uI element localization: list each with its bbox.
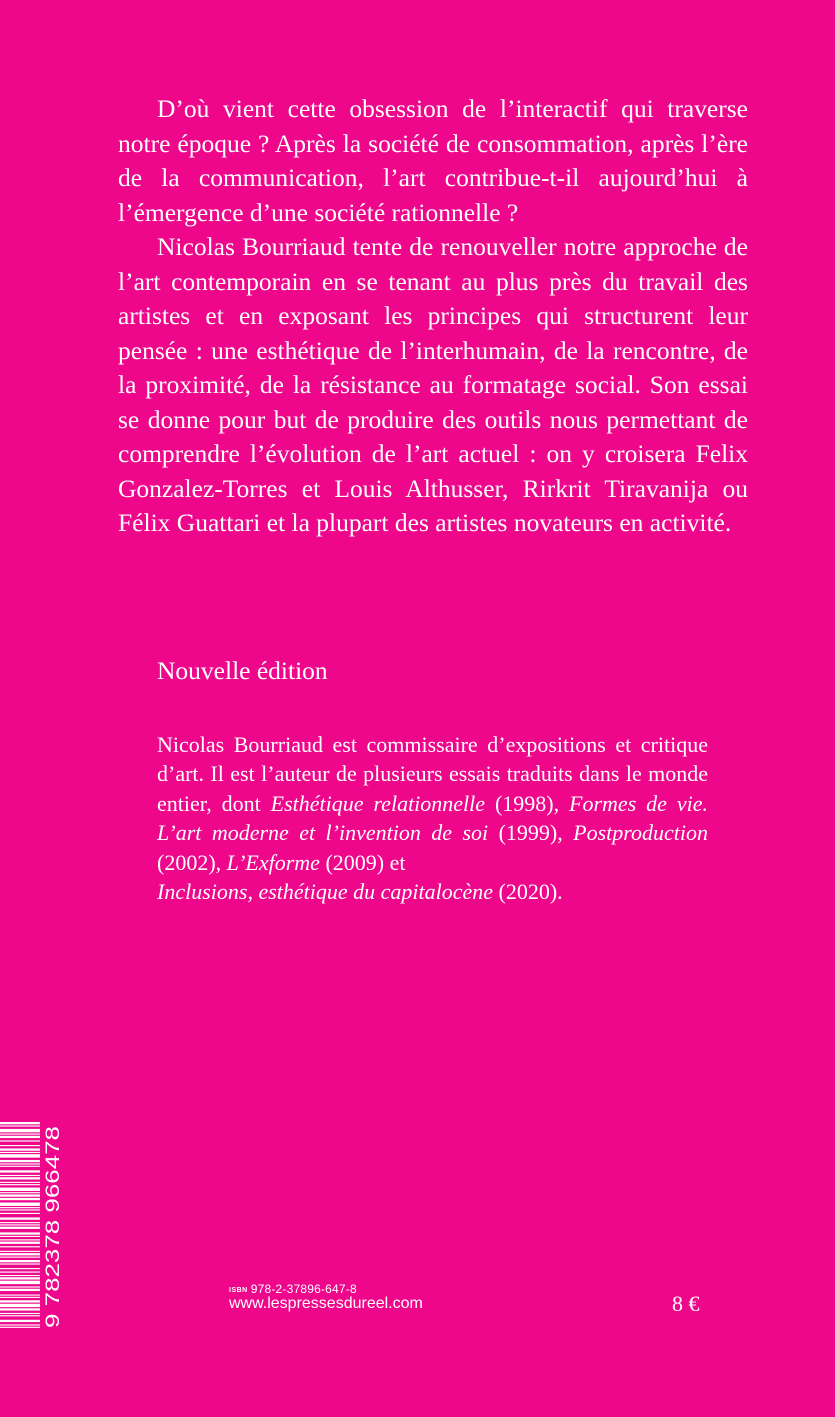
barcode-bar — [0, 1207, 40, 1208]
barcode-bar — [0, 1148, 40, 1150]
bio-book-title: Postproduction — [573, 820, 708, 846]
barcode-bar — [0, 1203, 40, 1206]
isbn-barcode — [0, 1122, 64, 1328]
blurb-paragraph-2: Nicolas Bourriaud tente de renouveller notre approche de l’art contemporain en se tenant au plus près du travail des artistes et en exposant les principes qui structurent leur pensée : une esthétique de l’interhumain, de la rencontre, de la proximité, de la résistance au formatage social. Son essai se donne pour but de produire des outils nous permettant de comprendre l’évolution de l’art actuel : on y croisera Felix Gonzalez-Torres et Louis Althusser, Rirkrit Tiravanija ou Félix Guattari et la plupart des artistes novateurs en activité. — [118, 232, 748, 537]
barcode-bar — [0, 1295, 40, 1296]
barcode-bar — [0, 1242, 40, 1244]
barcode-bar — [0, 1129, 40, 1132]
edition-label: Nouvelle édition — [157, 656, 328, 685]
barcode-bar — [0, 1194, 40, 1196]
price: 8 € — [672, 1291, 700, 1316]
bio-book-title: L’Exforme — [226, 849, 320, 875]
barcode-bar — [0, 1297, 40, 1298]
barcode-bar — [0, 1145, 40, 1146]
barcode-bar — [0, 1188, 40, 1191]
blurb-paragraph-1: D’où vient cette obsession de l’interactif qui traverse notre époque ? Après la société de consommation, après l’ère de la communication, l’art contribue-t-il aujourd’hui à l’émergence d’une société rationnelle ? — [118, 94, 748, 227]
isbn-label: ISBN — [229, 1287, 248, 1294]
barcode-bar — [0, 1217, 40, 1219]
barcode-bar — [0, 1182, 40, 1183]
barcode-bar — [0, 1125, 40, 1126]
barcode-bar — [0, 1289, 40, 1291]
barcode-bar — [0, 1277, 40, 1279]
barcode-bar — [0, 1300, 40, 1302]
barcode-bar — [0, 1232, 40, 1234]
bio-year: (1999), — [488, 820, 574, 846]
author-bio — [157, 730, 708, 906]
barcode-bar — [0, 1313, 40, 1314]
barcode-bar — [0, 1286, 40, 1287]
barcode-bar — [0, 1224, 40, 1225]
barcode-bar — [0, 1134, 40, 1135]
bio-year: (1998), — [485, 790, 570, 816]
barcode-bar — [0, 1160, 40, 1162]
bio-book-title: Formes de vie. L’art moderne et l’invention de soi — [157, 790, 709, 846]
barcode-bars — [0, 1122, 40, 1328]
bio-year: (2009) et — [319, 849, 406, 875]
barcode-bar — [0, 1154, 40, 1157]
bio-book-title: Inclusions, esthétique du capitalocène — [157, 879, 494, 905]
barcode-bar — [0, 1253, 40, 1255]
barcode-bar — [0, 1198, 40, 1200]
barcode-bar — [0, 1246, 40, 1247]
isbn-number: 978-2-37896-647-8 — [250, 1282, 357, 1296]
bio-year: (2020). — [493, 879, 563, 905]
barcode-bar — [0, 1140, 40, 1141]
barcode-bar — [0, 1272, 40, 1273]
bio-year: (2002), — [157, 849, 227, 875]
barcode-bar — [0, 1320, 40, 1322]
barcode-bar — [0, 1163, 40, 1164]
barcode-bar — [0, 1315, 40, 1316]
bio-book-title: Esthétique relationnelle — [270, 790, 486, 816]
barcode-bar — [0, 1239, 40, 1240]
barcode-bar — [0, 1236, 40, 1237]
barcode-bar — [0, 1260, 40, 1262]
barcode-bar — [0, 1152, 40, 1153]
barcode-bar — [0, 1308, 40, 1310]
barcode-bar — [0, 1263, 40, 1264]
barcode-bar — [0, 1213, 40, 1214]
barcode-digits — [42, 1124, 64, 1328]
publisher-website: www.lespressesdureel.com — [229, 1295, 423, 1312]
back-cover-blurb — [118, 92, 748, 541]
barcode-bar — [0, 1136, 40, 1138]
barcode-bar — [0, 1192, 40, 1193]
bio-intro: Nicolas Bourriaud est commissaire d’expositions et critique d’art. Il est l’auteur de plusieurs essais traduits dans le monde entier, dont — [157, 732, 708, 816]
barcode-bar — [0, 1281, 40, 1284]
barcode-bar — [0, 1324, 40, 1325]
barcode-bar — [0, 1175, 40, 1176]
barcode-bar — [0, 1251, 40, 1252]
barcode-bar — [0, 1304, 40, 1307]
barcode-bar — [0, 1209, 40, 1210]
barcode-bar — [0, 1275, 40, 1276]
barcode-bar — [0, 1268, 40, 1269]
barcode-bar — [0, 1227, 40, 1229]
barcode-bar — [0, 1257, 40, 1258]
barcode-bar — [0, 1122, 40, 1124]
barcode-bar — [0, 1222, 40, 1223]
barcode-bar — [0, 1177, 40, 1179]
barcode-bar — [0, 1166, 40, 1167]
barcode-number: 9 782378 966478 — [43, 1180, 64, 1328]
barcode-bar — [0, 1184, 40, 1185]
barcode-bar — [0, 1170, 40, 1172]
barcode-bar — [0, 1327, 40, 1328]
